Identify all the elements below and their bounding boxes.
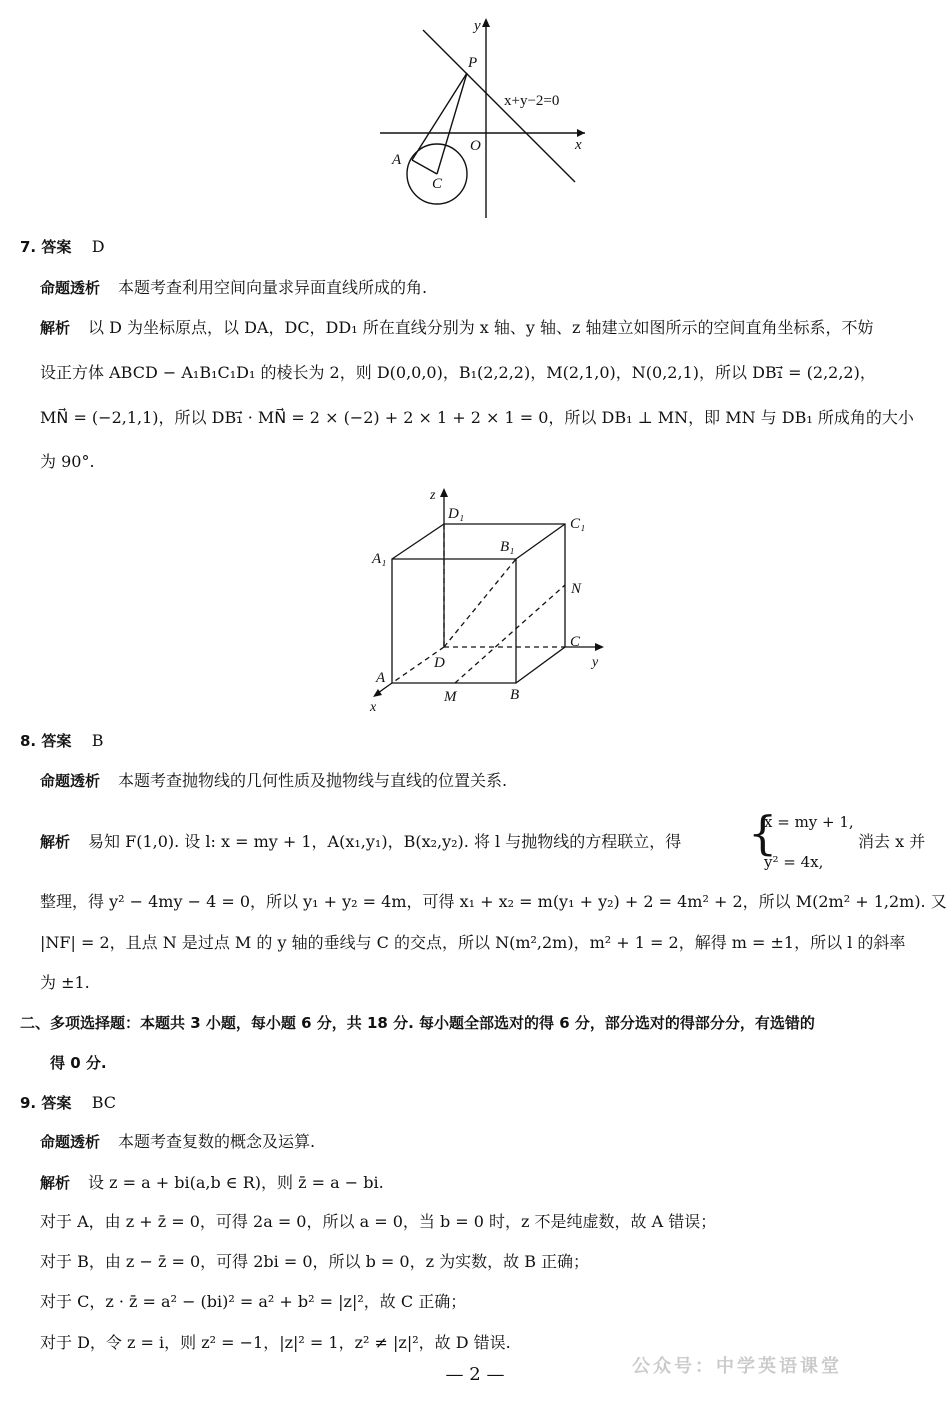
q7-analysis: 本题考查利用空间向量求异面直线所成的角.	[118, 278, 428, 297]
q8-solution-line-4: 为 ±1.	[40, 973, 90, 992]
x-axis-arrow	[577, 129, 585, 137]
label-a: A	[392, 152, 402, 168]
label-c1: C₁	[570, 516, 586, 532]
line-pa	[412, 73, 467, 160]
q9-answer-label: 9. 答案	[20, 1094, 72, 1112]
label-x: x	[370, 700, 377, 715]
system-brace: {	[748, 806, 778, 860]
section-2-heading: 二、多项选择题：本题共 3 小题，每小题 6 分，共 18 分. 每小题全部选对的得 6 分，部分选对的得部分分，有选错的	[20, 1014, 815, 1032]
q7-answer-label: 7. 答案	[20, 238, 72, 256]
q9-item-d: 对于 D，令 z = i，则 z² = −1，|z|² = 1，z² ≠ |z|²，故 D 错误.	[40, 1333, 511, 1352]
q7-solution-label: 解析	[40, 319, 71, 337]
label-b1: B₁	[500, 539, 515, 555]
q8-analysis-line	[40, 770, 507, 792]
q9-solution-line	[40, 1172, 384, 1194]
q8-solution-text-1: 易知 F(1,0). 设 l: x = my + 1，A(x₁,y₁)，B(x₂,y₂). 将 l 与抛物线的方程联立，得	[88, 832, 682, 851]
q9-item-c: 对于 C，z · z̄ = a² − (bi)² = a² + b² = |z|²，故 C 正确；	[40, 1292, 467, 1311]
system-eq-1: x = my + 1,	[764, 813, 854, 831]
figure-circle-line	[370, 10, 600, 225]
y-axis-arrow	[595, 643, 604, 651]
x-axis-arrow	[373, 689, 382, 697]
q8-answer-label: 8. 答案	[20, 732, 72, 750]
label-line-eq: x+y−2=0	[504, 93, 560, 109]
label-b: B	[510, 687, 520, 703]
watermark: 公众号：中学英语课堂	[632, 1356, 842, 1377]
label-o: O	[470, 138, 481, 154]
q9-answer-line	[20, 1092, 116, 1114]
q8-analysis-label: 命题透析	[40, 772, 101, 790]
label-n: N	[571, 581, 582, 597]
q8-solution-line-2: 整理，得 y² − 4my − 4 = 0，所以 y₁ + y₂ = 4m，可得 x₁ + x₂ = m(y₁ + y₂) + 2 = 4m² + 2，所以 M(2m² + 1,2m). 又	[40, 892, 947, 911]
q8-solution-tail: 消去 x 并	[858, 832, 926, 851]
edge-b1c1	[516, 524, 565, 559]
q9-analysis-line	[40, 1131, 315, 1153]
diagonal-db1	[444, 559, 516, 647]
figure-cube	[360, 480, 620, 715]
line-ac	[412, 160, 437, 174]
label-y: y	[474, 18, 481, 34]
q8-answer: B	[91, 731, 104, 750]
segment-mn	[455, 585, 565, 683]
q7-analysis-label: 命题透析	[40, 279, 101, 297]
label-y: y	[592, 655, 599, 670]
q9-solution-label: 解析	[40, 1174, 71, 1192]
q8-analysis: 本题考查抛物线的几何性质及抛物线与直线的位置关系.	[118, 771, 508, 790]
q9-answer: BC	[91, 1093, 116, 1112]
cube-visible-edges	[392, 524, 565, 683]
label-d1: D₁	[448, 506, 465, 522]
label-m: M	[444, 689, 457, 705]
label-a1: A₁	[372, 551, 387, 567]
q8-solution-label: 解析	[40, 833, 71, 851]
q8-answer-line	[20, 730, 103, 752]
label-d: D	[434, 655, 445, 671]
q7-answer: D	[91, 237, 105, 256]
q9-analysis-label: 命题透析	[40, 1133, 101, 1151]
z-axis-arrow	[440, 488, 448, 497]
label-p: P	[468, 55, 478, 71]
label-c: C	[432, 176, 443, 192]
q7-solution-line-1	[40, 317, 874, 339]
label-c: C	[570, 634, 581, 650]
q7-solution-line-2: 设正方体 ABCD − A₁B₁C₁D₁ 的棱长为 2，则 D(0,0,0)，B₁(2,2,2)，M(2,1,0)，N(0,2,1)，所以 DB₁⃗ = (2,2,2)，	[40, 363, 876, 382]
q8-solution-line-1	[40, 831, 681, 853]
label-z: z	[430, 488, 436, 503]
section-2-heading-cont: 得 0 分.	[50, 1054, 107, 1072]
q8-solution-line-3: |NF| = 2，且点 N 是过点 M 的 y 轴的垂线与 C 的交点，所以 N(m²,2m)，m² + 1 = 2，解得 m = ±1，所以 l 的斜率	[40, 933, 906, 952]
q7-analysis-line	[40, 277, 427, 299]
label-x: x	[575, 137, 582, 153]
q9-solution-text: 设 z = a + bi(a,b ∈ R)，则 z̄ = a − bi.	[88, 1173, 384, 1192]
q7-answer-line	[20, 236, 105, 258]
q7-solution-line-3: MN⃗ = (−2,1,1)，所以 DB₁⃗ · MN⃗ = 2 × (−2) + 2 × 1 + 2 × 1 = 0，所以 DB₁ ⊥ MN，即 MN 与 DB₁ 所成角的大小	[40, 408, 914, 427]
q9-analysis: 本题考查复数的概念及运算.	[118, 1132, 316, 1151]
label-a: A	[376, 670, 386, 686]
y-axis-arrow	[482, 18, 490, 27]
page-number: — 2 —	[445, 1364, 505, 1385]
q9-item-a: 对于 A，由 z + z̄ = 0，可得 2a = 0，所以 a = 0，当 b = 0 时，z 不是纯虚数，故 A 错误；	[40, 1212, 717, 1231]
q7-solution-line-4: 为 90°.	[40, 452, 95, 471]
system-eq-2: y² = 4x,	[764, 853, 824, 871]
q9-item-b: 对于 B，由 z − z̄ = 0，可得 2bi = 0，所以 b = 0，z 为实数，故 B 正确；	[40, 1252, 590, 1271]
q7-solution-text-1: 以 D 为坐标原点，以 DA，DC，DD₁ 所在直线分别为 x 轴、y 轴、z 轴建立如图所示的空间直角坐标系，不妨	[88, 318, 874, 337]
